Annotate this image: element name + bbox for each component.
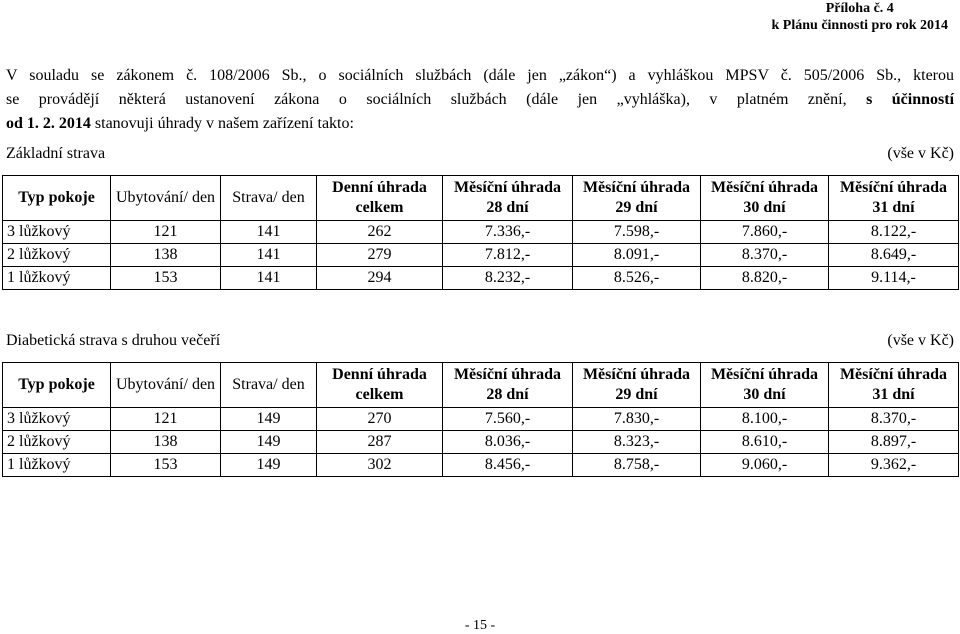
cell-monthly-29: 8.323,-	[573, 431, 701, 454]
units-note: (vše v Kč)	[887, 145, 954, 162]
header-room-type: Typ pokoje	[3, 363, 111, 408]
intro-line-2-text: se provádějí některá ustanovení zákona o sociálních službách (dále jen „vyhláška), v platném znění,	[6, 91, 867, 108]
cell-monthly-29: 8.091,-	[573, 244, 701, 267]
cell-meals: 141	[221, 267, 317, 290]
cell-daily-total: 262	[317, 221, 443, 244]
cell-daily-total: 279	[317, 244, 443, 267]
cell-room-type: 3 lůžkový	[3, 408, 111, 431]
intro-line-2	[6, 88, 954, 112]
table-row	[3, 267, 959, 290]
cell-accommodation: 153	[111, 267, 221, 290]
cell-monthly-30: 8.610,-	[701, 431, 829, 454]
cell-daily-total: 270	[317, 408, 443, 431]
cell-monthly-28: 7.336,-	[443, 221, 573, 244]
header-monthly-31: Měsíční úhrada 31 dní	[829, 176, 959, 221]
appendix-header	[772, 0, 948, 34]
cell-accommodation: 121	[111, 221, 221, 244]
table-row	[3, 244, 959, 267]
header-daily-total: Denní úhrada celkem	[317, 176, 443, 221]
cell-daily-total: 287	[317, 431, 443, 454]
header-monthly-31: Měsíční úhrada 31 dní	[829, 363, 959, 408]
table-row	[3, 408, 959, 431]
cell-monthly-31: 8.122,-	[829, 221, 959, 244]
appendix-reference: k Plánu činnosti pro rok 2014	[771, 18, 948, 33]
cell-monthly-31: 9.114,-	[829, 267, 959, 290]
header-monthly-29: Měsíční úhrada 29 dní	[573, 363, 701, 408]
table-row	[3, 221, 959, 244]
cell-monthly-30: 8.100,-	[701, 408, 829, 431]
cell-monthly-28: 7.560,-	[443, 408, 573, 431]
table-row	[3, 431, 959, 454]
cell-accommodation: 138	[111, 431, 221, 454]
cell-daily-total: 294	[317, 267, 443, 290]
section-title-diabetic-diet: Diabetická strava s druhou večeří	[6, 332, 221, 349]
cell-room-type: 1 lůžkový	[3, 454, 111, 477]
intro-line-3	[6, 112, 954, 136]
cell-monthly-31: 8.370,-	[829, 408, 959, 431]
cell-meals: 141	[221, 221, 317, 244]
fees-table-diabetic-diet	[2, 362, 959, 477]
cell-monthly-29: 8.526,-	[573, 267, 701, 290]
intro-line-1: V souladu se zákonem č. 108/2006 Sb., o sociálních službách (dále jen „zákon“) a vyhláškou MPSV č. 505/2006 Sb., kterou	[6, 67, 954, 84]
fees-table-basic-diet	[2, 175, 959, 290]
cell-monthly-28: 8.036,-	[443, 431, 573, 454]
header-daily-total: Denní úhrada celkem	[317, 363, 443, 408]
header-room-type: Typ pokoje	[3, 176, 111, 221]
cell-meals: 141	[221, 244, 317, 267]
cell-meals: 149	[221, 454, 317, 477]
cell-monthly-29: 7.598,-	[573, 221, 701, 244]
header-meals: Strava/ den	[221, 176, 317, 221]
header-meals: Strava/ den	[221, 363, 317, 408]
cell-accommodation: 121	[111, 408, 221, 431]
cell-daily-total: 302	[317, 454, 443, 477]
cell-monthly-30: 8.820,-	[701, 267, 829, 290]
cell-monthly-30: 9.060,-	[701, 454, 829, 477]
table-header-row	[3, 176, 959, 221]
cell-meals: 149	[221, 431, 317, 454]
cell-monthly-28: 8.456,-	[443, 454, 573, 477]
cell-monthly-31: 8.649,-	[829, 244, 959, 267]
section-title-basic-diet: Základní strava	[6, 145, 106, 162]
cell-monthly-28: 7.812,-	[443, 244, 573, 267]
cell-accommodation: 153	[111, 454, 221, 477]
cell-monthly-31: 8.897,-	[829, 431, 959, 454]
intro-effective-date: od 1. 2. 2014	[6, 115, 91, 132]
table-header-row	[3, 363, 959, 408]
intro-effective-label: s účinností	[866, 91, 955, 108]
header-monthly-30: Měsíční úhrada 30 dní	[701, 176, 829, 221]
cell-monthly-31: 9.362,-	[829, 454, 959, 477]
cell-room-type: 3 lůžkový	[3, 221, 111, 244]
cell-monthly-29: 8.758,-	[573, 454, 701, 477]
header-monthly-30: Měsíční úhrada 30 dní	[701, 363, 829, 408]
page-number: - 15 -	[464, 618, 496, 633]
cell-monthly-30: 7.860,-	[701, 221, 829, 244]
header-monthly-28: Měsíční úhrada 28 dní	[443, 176, 573, 221]
cell-monthly-29: 7.830,-	[573, 408, 701, 431]
header-monthly-28: Měsíční úhrada 28 dní	[443, 363, 573, 408]
cell-room-type: 2 lůžkový	[3, 431, 111, 454]
cell-monthly-28: 8.232,-	[443, 267, 573, 290]
header-accommodation: Ubytování/ den	[111, 176, 221, 221]
table-row	[3, 454, 959, 477]
cell-monthly-30: 8.370,-	[701, 244, 829, 267]
header-monthly-29: Měsíční úhrada 29 dní	[573, 176, 701, 221]
intro-paragraph	[6, 64, 954, 136]
cell-meals: 149	[221, 408, 317, 431]
cell-room-type: 2 lůžkový	[3, 244, 111, 267]
units-note: (vše v Kč)	[887, 332, 954, 349]
appendix-number: Příloha č. 4	[825, 1, 894, 16]
cell-accommodation: 138	[111, 244, 221, 267]
intro-line-3-text: stanovuji úhrady v našem zařízení takto:	[90, 115, 354, 132]
header-accommodation: Ubytování/ den	[111, 363, 221, 408]
cell-room-type: 1 lůžkový	[3, 267, 111, 290]
